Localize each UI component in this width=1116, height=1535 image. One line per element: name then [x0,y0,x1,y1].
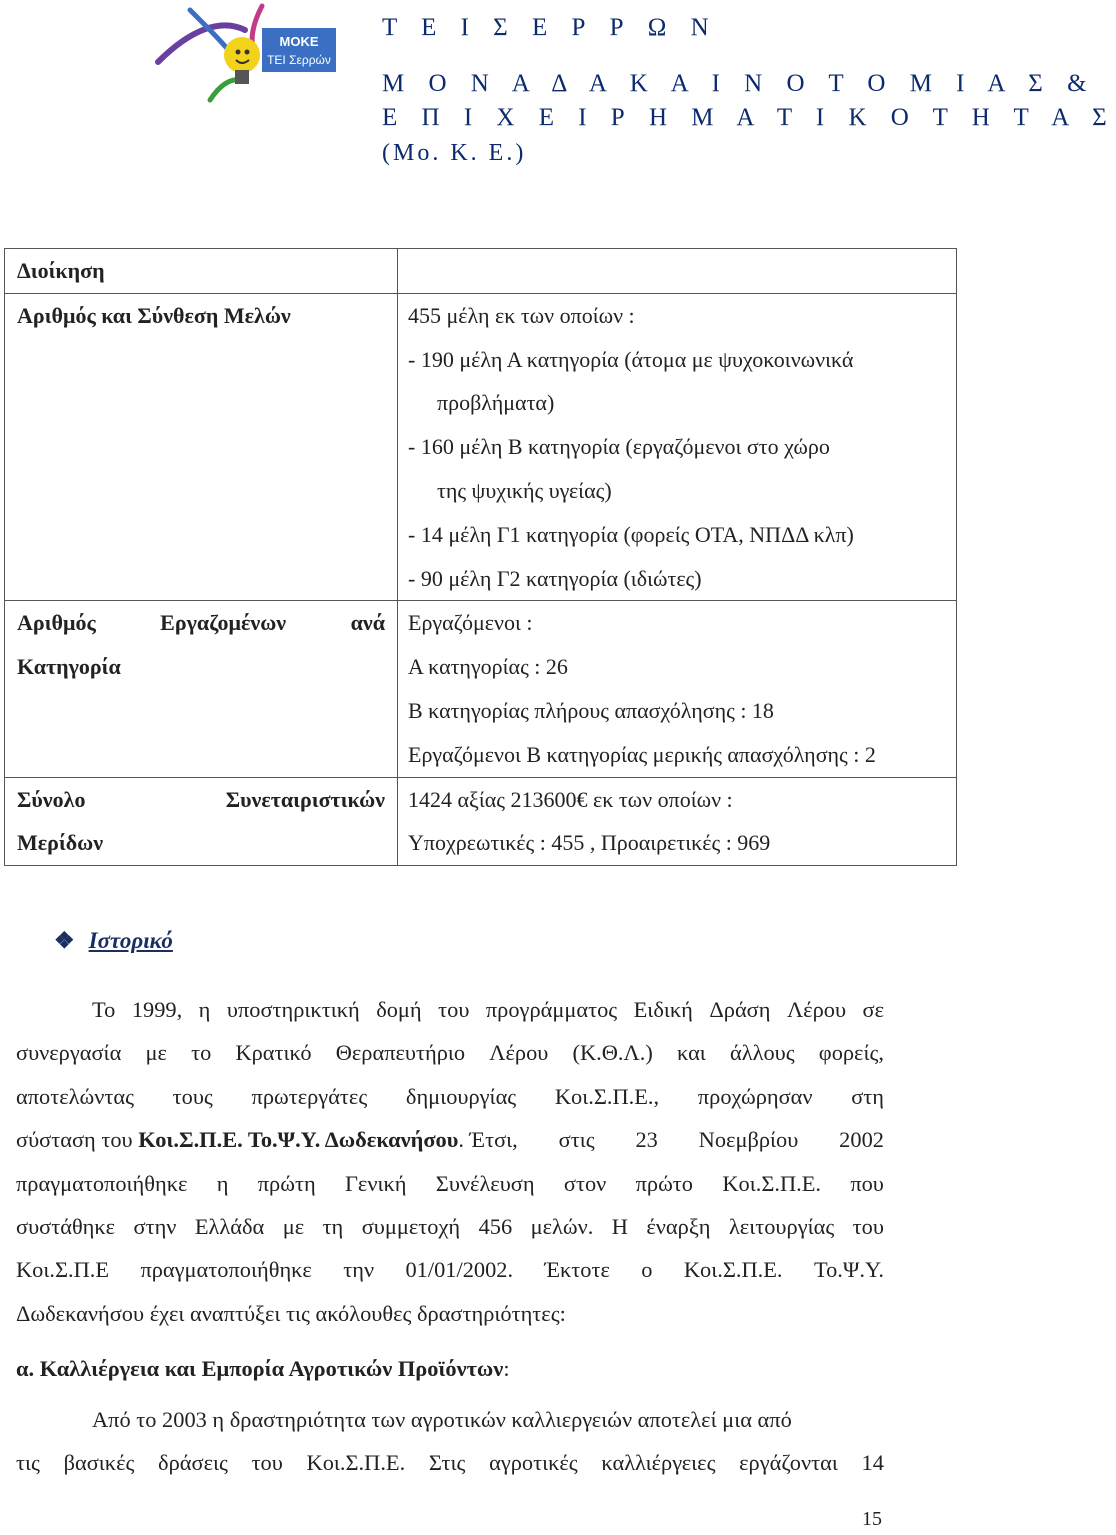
text-word: (Κ.Θ.Λ.) [572,1040,653,1066]
label-word: Εργαζομένων [160,610,287,636]
text-word: τη [322,1214,344,1240]
text-word: Έκτοτε [544,1257,610,1283]
text-word: μελών. [530,1214,594,1240]
subsection-heading [16,1356,510,1382]
text-word: στον [563,1170,607,1196]
text-word: τους [172,1083,213,1109]
page-number: 15 [862,1508,882,1530]
table-value [398,249,957,294]
section-heading [54,928,173,954]
text-plain: σύσταση του [16,1127,139,1153]
value-line: - 160 μέλη Β κατηγορία (εργαζόμενοι στο χώρο [408,434,830,460]
text-word: συνεργασία [16,1040,122,1066]
logo-text-1: ΜΟΚΕ [279,34,319,49]
table-value [398,293,957,601]
value-line: Εργαζόμενοι : [408,610,533,636]
section-title: Ιστορικό [88,928,173,953]
value-line: Υποχρεωτικές : 455 , Προαιρετικές : 969 [408,830,771,856]
text-word: Κοι.Σ.Π.Ε. [722,1170,821,1196]
value-line: 1424 αξίας 213600€ εκ των οποίων : [408,786,733,812]
text-word: 2002 [839,1127,884,1153]
text-word: προχώρησαν [697,1083,813,1109]
table-row [5,249,957,294]
text-word: Ελλάδα [194,1214,265,1240]
text-line [16,1162,884,1205]
text-line [16,1441,884,1484]
history-paragraph [16,988,884,1335]
org-name: Κοι.Σ.Π.Ε. Το.Ψ.Υ. Δωδεκανήσου [138,1127,459,1153]
label-word: ανά [350,610,385,636]
text-line: Από το 2003 η δραστηριότητα των αγροτικών καλλιεργειών αποτελεί μια από [92,1407,792,1432]
text-word: η [198,997,211,1022]
text-word: Λέρου [489,1040,549,1066]
text-word: την [343,1257,375,1283]
text-word: Η [611,1214,628,1240]
table-value [398,601,957,777]
text-word: άλλους [730,1040,795,1066]
text-word: του [852,1214,884,1240]
text-word: του [438,997,470,1022]
text-word: Στις [428,1450,466,1476]
label-word: Κατηγορία [17,654,121,680]
text-word: 14 [861,1450,884,1476]
table-row [5,293,957,601]
info-table [4,248,957,866]
value-line: 455 μέλη εκ των οποίων : [408,302,635,328]
text-word: 23 [635,1127,658,1153]
text-word: πρώτη [257,1170,316,1196]
label-word: Συνεταιριστικών [225,786,385,812]
text-word: Κοι.Σ.Π.Ε. [683,1257,783,1283]
agri-paragraph [16,1398,884,1485]
subsection-suffix: : [503,1356,510,1381]
text-word: έναρξη [646,1214,711,1240]
text-line [16,1248,884,1291]
value-line: Α κατηγορίας : 26 [408,654,568,680]
logo-text-2: ΤΕΙ Σερρών [267,53,331,67]
value-line: Β κατηγορίας πλήρους απασχόλησης : 18 [408,697,774,723]
table-label: Αριθμός και Σύνθεση Μελών [5,293,398,601]
text-word: Ειδική [633,997,693,1022]
bullet-icon: ❖ [54,928,75,953]
text-word: Κρατικό [235,1040,312,1066]
text-word: υποστηρικτική [226,997,360,1022]
value-line: - 90 μέλη Γ2 κατηγορία (ιδιώτες) [408,565,702,591]
text-word: φορείς, [818,1040,884,1066]
subsection-prefix: α. [16,1356,40,1381]
text-word: στις [558,1127,595,1153]
text-word: Κοι.Σ.Π.Ε., [554,1083,660,1109]
text-word: Νοεμβρίου [698,1127,799,1153]
text-word: αποτελώντας [16,1083,134,1109]
text-word: συμμετοχή [361,1214,461,1240]
text-word: συστάθηκε [16,1214,116,1240]
text-word: ο [641,1257,653,1283]
label-word: Μερίδων [17,830,104,856]
text-word: του [251,1450,283,1476]
text-word: Θεραπευτήριο [335,1040,466,1066]
text-word: αγροτικές [489,1450,578,1476]
text-word: προγράμματος [485,997,618,1022]
text-word: Το [92,997,116,1022]
text-line: Δωδεκανήσου έχει αναπτύξει τις ακόλουθες δραστηριότητες: [16,1300,566,1326]
text-word: με [282,1214,305,1240]
text-word: Λέρου [786,997,847,1022]
text-word: δομή [376,997,422,1022]
text-line [16,1118,884,1161]
value-line: - 190 μέλη Α κατηγορία (άτομα με ψυχοκοινωνικά [408,346,854,372]
text-line [16,1031,884,1074]
text-word: Γενική [344,1170,407,1196]
text-word: Το.Ψ.Υ. [813,1257,884,1283]
text-word: εργάζονται [739,1450,838,1476]
moke-logo [150,0,340,110]
table-label: Διοίκηση [5,249,398,294]
text-line [16,988,884,1031]
text-word: . Έτσι, [458,1127,518,1153]
text-word: Συνέλευση [435,1170,535,1196]
table-label [5,601,398,777]
text-word: 1999, [131,997,183,1022]
text-word: δημιουργίας [405,1083,517,1109]
unit-abbrev: (Μο. Κ. Ε.) [382,140,527,166]
text-word: τις [16,1450,40,1476]
unit-name-line2: Ε Π Ι Χ Ε Ι Ρ Η Μ Α Τ Ι Κ Ο Τ Η Τ Α Σ [382,104,1116,131]
text-word: πραγματοποιήθηκε [140,1257,312,1283]
value-line: της ψυχικής υγείας) [437,477,612,503]
table-row [5,777,957,866]
text-word: Κοι.Σ.Π.Ε. [306,1450,406,1476]
text-word: Δράση [709,997,771,1022]
table-row [5,601,957,777]
text-word: στη [851,1083,884,1109]
text-word: λειτουργίας [728,1214,835,1240]
text-word: πρωτεργάτες [251,1083,368,1109]
label-word: Αριθμός [17,610,96,636]
unit-name-line1: Μ Ο Ν Α Δ Α Κ Α Ι Ν Ο Τ Ο Μ Ι Α Σ & [382,70,1096,97]
table-value [398,777,957,866]
text-word: σε [862,997,884,1022]
text-word: το [191,1040,212,1066]
text-word: που [850,1170,884,1196]
text-word: με [145,1040,167,1066]
text-word: πρώτο [635,1170,694,1196]
text-word: και [676,1040,706,1066]
text-word: Κοι.Σ.Π.Ε [16,1257,110,1283]
value-line: Εργαζόμενοι Β κατηγορίας μερικής απασχόλησης : 2 [408,741,876,767]
text-word: η [216,1170,229,1196]
table-label [5,777,398,866]
label-word: Σύνολο [17,786,86,812]
text-line [16,1205,884,1248]
text-word: δράσεις [158,1450,228,1476]
text-word: 456 [478,1214,513,1240]
subsection-title: Καλλιέργεια και Εμπορία Αγροτικών Προϊόντων [39,1356,504,1381]
text-word: 01/01/2002. [405,1257,514,1283]
text-word: καλλιέργειες [601,1450,716,1476]
value-line: προβλήματα) [437,390,555,416]
text-word: στην [133,1214,177,1240]
text-line [16,1075,884,1118]
value-line: - 14 μέλη Γ1 κατηγορία (φορείς ΟΤΑ, ΝΠΔΔ κλπ) [408,521,854,547]
institution-name: Τ Ε Ι Σ Ε Ρ Ρ Ω Ν [382,14,718,41]
text-word: βασικές [63,1450,135,1476]
text-word: πραγματοποιήθηκε [16,1170,188,1196]
